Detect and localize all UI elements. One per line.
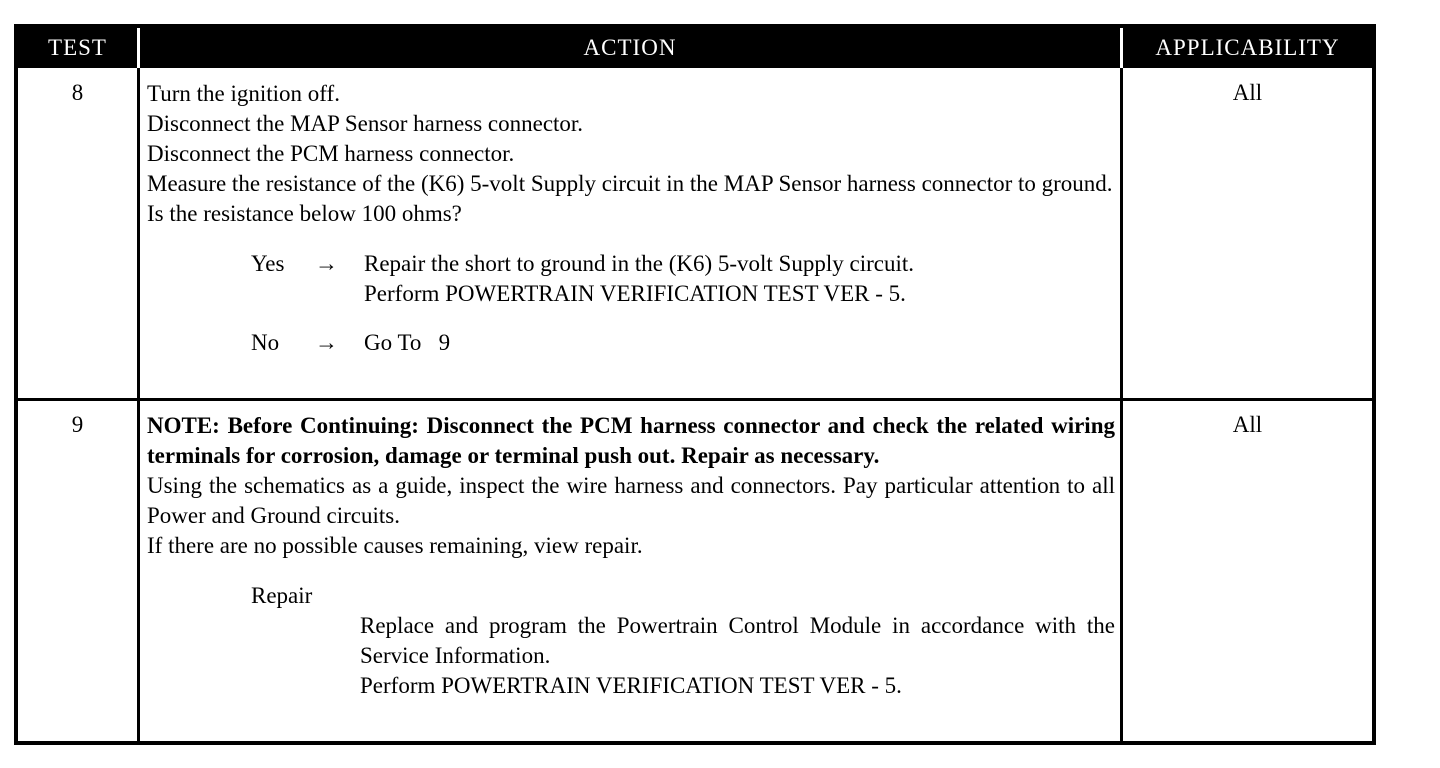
question: Is the resistance below 100 ohms? xyxy=(147,201,462,226)
step-line: Measure the resistance of the (K6) 5-volt Supply circuit in the MAP Sensor harness connector to ground. xyxy=(147,171,1113,196)
inspection-text: Using the schematics as a guide, inspect the wire harness and connectors. Pay particular attention to all Power and Ground circuits. xyxy=(147,473,1115,528)
repair-text: Replace and program the Powertrain Control Module in accordance with the Service Information. xyxy=(360,613,1115,668)
step-line: Turn the ignition off. xyxy=(147,81,340,106)
test-number-8: 8 xyxy=(71,80,84,105)
yes-branch xyxy=(147,249,1115,309)
repair-verify: Perform POWERTRAIN VERIFICATION TEST VER - 5. xyxy=(360,673,902,698)
no-goto: Go To 9 xyxy=(364,330,451,355)
action-9 xyxy=(147,411,1115,701)
yes-verify: Perform POWERTRAIN VERIFICATION TEST VER - 5. xyxy=(364,281,906,306)
action-8 xyxy=(147,79,1115,358)
applicability-8: All xyxy=(1232,80,1263,105)
header-applicability: APPLICABILITY xyxy=(1123,28,1372,68)
repair-label: Repair xyxy=(251,583,313,608)
header-action: ACTION xyxy=(140,28,1120,68)
note: NOTE: Before Continuing: Disconnect the PCM harness connector and check the related wiring terminals for corrosion, damage or terminal push out. Repair as necessary. xyxy=(147,413,1115,468)
arrow-right-icon: → xyxy=(315,251,338,276)
diagnostic-test-table xyxy=(14,24,1376,745)
step-line: Disconnect the PCM harness connector. xyxy=(147,141,515,166)
row-divider xyxy=(18,398,1372,401)
column-divider xyxy=(1120,68,1123,741)
column-divider xyxy=(137,68,140,741)
arrow-right-icon: → xyxy=(315,330,338,355)
yes-action: Repair the short to ground in the (K6) 5-volt Supply circuit. xyxy=(364,251,914,276)
no-label: No xyxy=(251,330,280,355)
causes-text: If there are no possible causes remaining, view repair. xyxy=(147,533,643,558)
no-branch xyxy=(147,328,1115,358)
header-test: TEST xyxy=(18,28,137,68)
applicability-9: All xyxy=(1232,412,1263,437)
step-line: Disconnect the MAP Sensor harness connector. xyxy=(147,111,584,136)
test-number-9: 9 xyxy=(71,412,84,437)
yes-label: Yes xyxy=(251,251,285,276)
